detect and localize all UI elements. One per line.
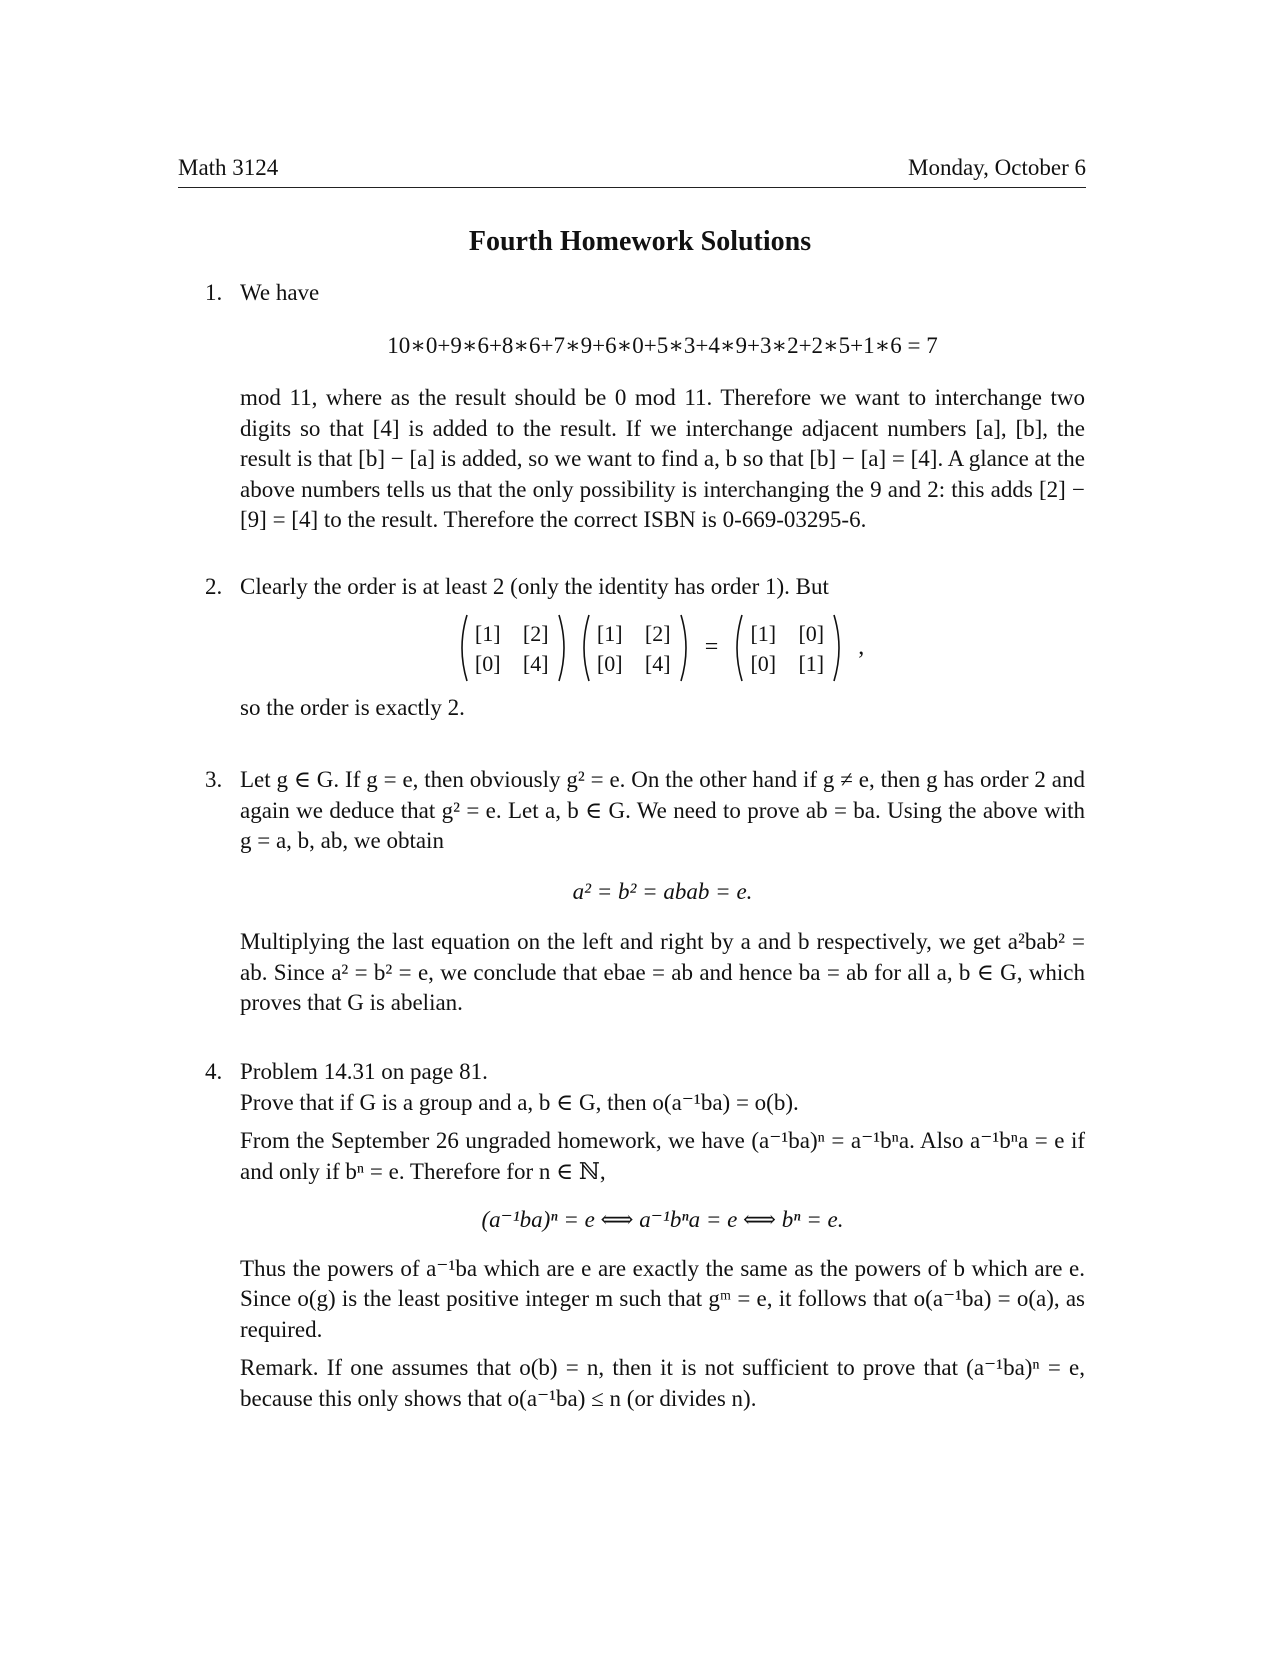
matrix-cell: [1]: [798, 650, 825, 676]
item-number: 3.: [205, 767, 223, 792]
matrix-cell: [1]: [474, 620, 501, 646]
solution-3-text: Let g ∈ G. If g = e, then obviously g² = e. On the other hand if g ≠ e, then g has order 2 and again we deduce that g² = e. Let a, b ∈ G. We need to prove ab = ba. Using the above with g = a, b, ab, we obtain: [240, 767, 1085, 853]
matrix-cell: [0]: [474, 650, 501, 676]
solution-2-outro: so the order is exactly 2.: [240, 694, 465, 720]
matrix-cell: [2]: [644, 620, 671, 646]
course-name: Math 3124: [178, 155, 279, 180]
matrix-cell: [0]: [798, 620, 825, 646]
solution-2: [205, 572, 1085, 723]
solution-1-text: mod 11, where as the result should be 0 mod 11. Therefore we want to interchange two digits so that [4] is added to the result. If we interchange adjacent numbers [a], [b], the result is that [b] − [a] is added, so we want to find a, b so that [b] − [a] = [4]. A glance at the above numbers tells us that the only possibility is interchanging the 9 and 2: this adds [2] − [9] = [4] to the result. Therefore the correct ISBN is 0-669-03295-6.: [240, 385, 1085, 532]
problem-statement: Prove that if G is a group and a, b ∈ G, then o(a⁻¹ba) = o(b).: [240, 1089, 799, 1115]
matrix-cell: [4]: [522, 650, 549, 676]
solution-1-equation: 10∗0+9∗6+8∗6+7∗9+6∗0+5∗3+4∗9+3∗2+2∗5+1∗6 = 7: [387, 332, 938, 358]
remark: Remark. If one assumes that o(b) = n, then it is not sufficient to prove that (a⁻¹ba)ⁿ = e, because this only shows that o(a⁻¹ba) ≤ n (or divides n).: [240, 1355, 1085, 1411]
solution-4-text2: Thus the powers of a⁻¹ba which are e are exactly the same as the powers of b which are e. Since o(g) is the least positive integer m such that gᵐ = e, it follows that o(a⁻¹ba) = o(a), as required.: [240, 1255, 1085, 1342]
matrix-cell: [2]: [522, 620, 549, 646]
problem-reference: Problem 14.31 on page 81.: [240, 1059, 488, 1084]
equals-sign: =: [704, 634, 719, 661]
item-number: 1.: [205, 280, 223, 305]
page-header: [178, 153, 1086, 188]
matrix-c: [732, 613, 844, 683]
matrix-cell: [0]: [750, 650, 777, 676]
item-number: 2.: [205, 574, 223, 599]
matrix-equation: [240, 603, 1085, 693]
page-title: Fourth Homework Solutions: [468, 226, 812, 257]
solution-1: [205, 278, 1085, 536]
item-number: 4.: [205, 1059, 223, 1084]
solution-3-equation: a² = b² = abab = e.: [572, 878, 753, 904]
matrix-b: [579, 613, 691, 683]
comma: ,: [858, 634, 865, 661]
matrix-cell: [4]: [644, 650, 671, 676]
matrix-cell: [1]: [750, 620, 777, 646]
solution-1-intro: We have: [240, 280, 320, 305]
solution-4-equation: (a⁻¹ba)ⁿ = e ⟺ a⁻¹bⁿa = e ⟺ bⁿ = e.: [481, 1207, 844, 1232]
matrix-cell: [0]: [596, 650, 623, 676]
solution-3-text2: Multiplying the last equation on the left and right by a and b respectively, we get a²bab² = ab. Since a² = b² = e, we conclude that ebae = ab and hence ba = ab for all a, b ∈ G, which proves that G is abelian.: [240, 929, 1085, 1015]
header-date: Monday, October 6: [908, 155, 1086, 180]
solution-4: [205, 1057, 1085, 1414]
matrix-cell: [1]: [596, 620, 623, 646]
solution-4-text: From the September 26 ungraded homework, we have (a⁻¹ba)ⁿ = a⁻¹bⁿa. Also a⁻¹bⁿa = e if and only if bⁿ = e. Therefore for n ∈ ℕ,: [240, 1128, 1085, 1184]
solution-3: [205, 765, 1085, 1019]
matrix-a: [457, 613, 569, 683]
solution-2-intro: Clearly the order is at least 2 (only the identity has order 1). But: [240, 574, 829, 599]
